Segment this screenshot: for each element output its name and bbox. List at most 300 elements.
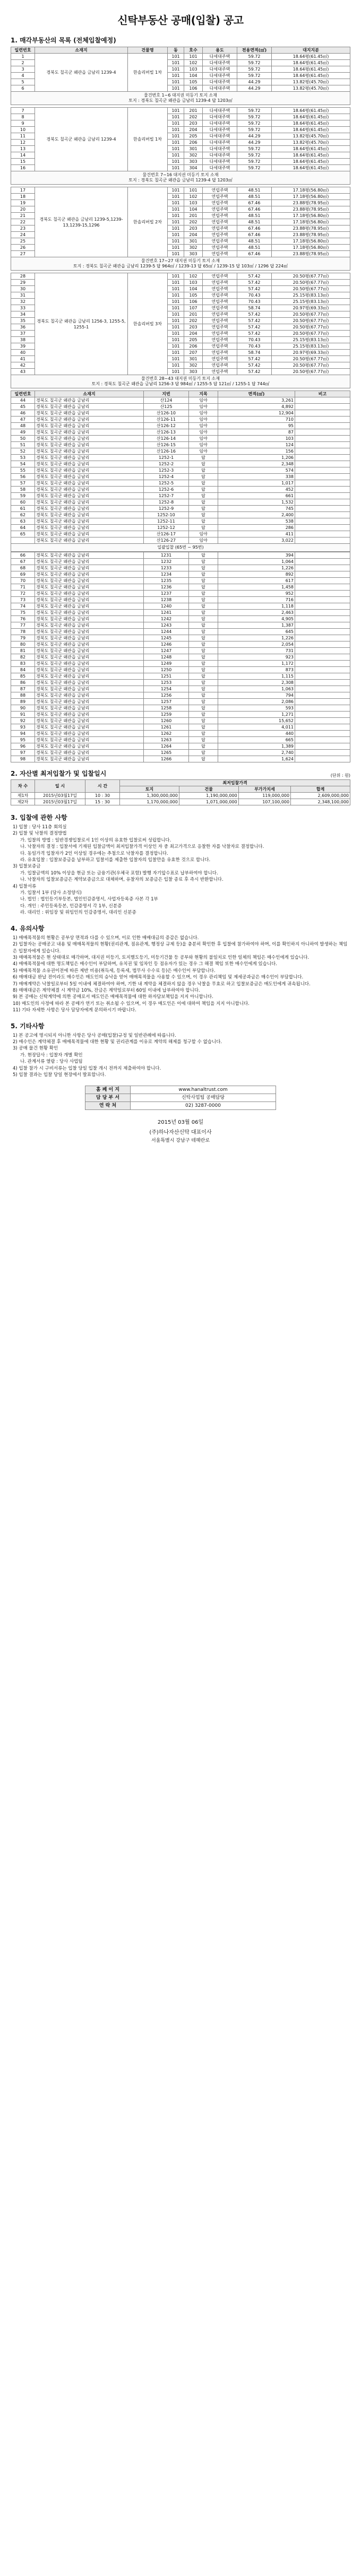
table-cell: 홈 페 이 지 xyxy=(85,1086,131,1094)
table-cell: 경북도 칠곡군 왜관읍 금남리 xyxy=(35,429,144,436)
table-cell: 25.15평(83.13㎡) xyxy=(272,299,350,305)
table-cell: 302 xyxy=(184,245,203,251)
table-cell: 경북도 칠곡군 왜관읍 금남리 xyxy=(35,578,144,584)
table-cell: 13 xyxy=(11,146,35,152)
table-cell: 경북도 칠곡군 왜관읍 금남리 xyxy=(35,559,144,565)
table-cell: 17.18평(56.80㎡) xyxy=(272,245,350,251)
table-cell: 1237 xyxy=(144,591,189,597)
table-cell: 86 xyxy=(11,680,35,686)
table-cell: 1,017 xyxy=(218,480,295,487)
table-cell: 70.43 xyxy=(237,337,272,343)
table-cell: 경북도 칠곡군 왜관읍 금남리 xyxy=(35,410,144,417)
table-row xyxy=(11,635,350,641)
table-row xyxy=(11,629,350,635)
table-cell: 1258 xyxy=(144,705,189,712)
table-cell xyxy=(295,436,350,442)
table-cell: 1,271 xyxy=(218,712,295,718)
table-cell: 59 xyxy=(11,493,35,499)
table-cell: 2,348 xyxy=(218,461,295,467)
col-subheader: 건물 xyxy=(179,786,238,793)
table-cell: 경북도 칠곡군 왜관읍 금남리 xyxy=(35,499,144,506)
table-cell: 301 xyxy=(184,356,203,362)
section5-heading: 5. 기타사항 xyxy=(11,1022,45,1030)
table-cell: 101 xyxy=(168,280,184,286)
table-cell: 답 xyxy=(189,641,218,648)
table-cell: 연립주택 xyxy=(203,200,237,206)
table-cell: 다세대주택 xyxy=(203,159,237,165)
table-row xyxy=(11,423,350,429)
col-header: 대지지분 xyxy=(272,47,350,54)
table-cell: 18.64평(61.45㎡) xyxy=(272,152,350,159)
table-cell: 794 xyxy=(218,692,295,699)
table-cell: 경북도 칠곡군 왜관읍 금남리 1239-4 xyxy=(35,108,128,171)
note-line: 물건번호 28~43 대지권 미등기 토지 소재 xyxy=(141,376,220,381)
table-cell: 101 xyxy=(168,225,184,232)
property-table-group3 xyxy=(11,187,350,257)
table-cell: 202 xyxy=(184,114,203,120)
paragraph-line: 3) 공매 물건 현황 확인 xyxy=(13,1046,58,1052)
table-cell: 106 xyxy=(184,85,203,92)
table-cell: 645 xyxy=(218,629,295,635)
table-cell: 35 xyxy=(11,318,35,324)
table-cell: 임야 xyxy=(189,417,218,423)
group2-note xyxy=(11,171,350,185)
col-header: 일련번호 xyxy=(11,391,35,397)
col-header: 시 간 xyxy=(85,780,120,793)
table-cell: 임야 xyxy=(189,436,218,442)
table-cell: 연립주택 xyxy=(203,280,237,286)
table-cell: 1261 xyxy=(144,724,189,731)
paragraph-line: 9) 본 공매는 신탁계약에 의한 공매로서 매도인은 매매목적물에 대한 하자담보책임을 지지 아니합니다. xyxy=(13,994,213,1000)
table-cell: 538 xyxy=(218,518,295,525)
table-cell: 57.42 xyxy=(237,331,272,337)
table-cell: 답 xyxy=(189,499,218,506)
table-cell xyxy=(11,537,35,544)
table-cell: 다세대주택 xyxy=(203,165,237,171)
table-cell: 산126-12 xyxy=(144,423,189,429)
table-cell: 665 xyxy=(218,737,295,743)
table-cell: 25.15평(83.13㎡) xyxy=(272,292,350,299)
group1-note xyxy=(11,92,350,105)
group4-body xyxy=(11,273,350,375)
table-cell: 71 xyxy=(11,584,35,591)
table-cell: 경북도 칠곡군 왜관읍 금남리 xyxy=(35,699,144,705)
table-cell: 84 xyxy=(11,667,35,673)
table-cell: 1253 xyxy=(144,680,189,686)
table-cell: 5 xyxy=(11,79,35,85)
table-cell xyxy=(295,750,350,756)
table-cell: 303 xyxy=(184,251,203,257)
table-cell: 101 xyxy=(168,213,184,219)
document-page xyxy=(11,0,350,1143)
company-name: (주)하나자산신탁 대표이사 xyxy=(149,1130,212,1136)
contact-row xyxy=(85,1094,276,1102)
table-cell: 연립주택 xyxy=(203,356,237,362)
table-cell: 18 xyxy=(11,194,35,200)
table-cell xyxy=(295,506,350,512)
section3-body xyxy=(11,824,350,916)
table-cell xyxy=(295,648,350,654)
table-cell: 다세대주택 xyxy=(203,120,237,127)
table-cell: 77 xyxy=(11,622,35,629)
table-cell xyxy=(295,686,350,692)
table-cell: 산126-11 xyxy=(144,417,189,423)
table-cell xyxy=(295,597,350,603)
table-cell: 다세대주택 xyxy=(203,108,237,114)
col-header: 비고 xyxy=(295,391,350,397)
table-cell xyxy=(295,731,350,737)
table-cell: 임야 xyxy=(189,531,218,537)
table-cell: 4,905 xyxy=(218,616,295,622)
table-cell xyxy=(295,518,350,525)
table-cell: 경북도 칠곡군 왜관읍 금남리 xyxy=(35,531,144,537)
table-cell: 1231 xyxy=(144,552,189,559)
table-cell: 101 xyxy=(168,120,184,127)
table-cell: 394 xyxy=(218,552,295,559)
table-cell: 경북도 칠곡군 왜관읍 금남리 xyxy=(35,743,144,750)
table-cell: 38 xyxy=(11,337,35,343)
table-cell: 1248 xyxy=(144,654,189,661)
table-cell: 경북도 칠곡군 왜관읍 금남리 xyxy=(35,654,144,661)
col-header: 최저입찰가격 xyxy=(120,780,350,786)
table-cell: 57.42 xyxy=(237,273,272,280)
table-cell: 90 xyxy=(11,705,35,712)
table-cell: 다세대주택 xyxy=(203,114,237,120)
table-cell: 다세대주택 xyxy=(203,146,237,152)
table-cell: 1,071,000,000 xyxy=(179,799,238,805)
table-cell: 연립주택 xyxy=(203,286,237,292)
table-cell: 44.29 xyxy=(237,140,272,146)
table-cell: 87 xyxy=(11,686,35,692)
table-cell: 다세대주택 xyxy=(203,140,237,146)
table-row xyxy=(11,552,350,559)
table-cell: 1252-10 xyxy=(144,512,189,518)
table-cell: 산126-16 xyxy=(144,448,189,455)
table-cell xyxy=(295,584,350,591)
table-cell: 48.51 xyxy=(237,213,272,219)
table-row xyxy=(11,187,350,194)
table-row xyxy=(11,654,350,661)
table-row xyxy=(11,506,350,512)
table-row xyxy=(11,692,350,699)
table-cell: 31 xyxy=(11,292,35,299)
table-cell: 연립주택 xyxy=(203,305,237,311)
table-cell: 23.88평(78.95㎡) xyxy=(272,225,350,232)
table-cell: 1252-9 xyxy=(144,506,189,512)
table-cell xyxy=(295,480,350,487)
table-cell: 신탁사업팀 공매담당 xyxy=(131,1094,276,1102)
note-line: 토지 : 경북도 칠곡군 왜관읍 금남리 1239-4 답 1203㎡ xyxy=(128,178,233,183)
table-cell: 답 xyxy=(189,737,218,743)
table-cell: 경북도 칠곡군 왜관읍 금남리 xyxy=(35,506,144,512)
table-cell: 산125 xyxy=(144,404,189,410)
table-cell: 18.64평(61.45㎡) xyxy=(272,108,350,114)
table-cell: 답 xyxy=(189,474,218,480)
table-cell: 101 xyxy=(168,305,184,311)
table-cell: 답 xyxy=(189,610,218,616)
table-cell: 101 xyxy=(168,127,184,133)
table-cell: 63 xyxy=(11,518,35,525)
table-cell: 연립주택 xyxy=(203,273,237,280)
table-cell: 302 xyxy=(184,152,203,159)
col-subheader: 부가가치세 xyxy=(238,786,290,793)
table-cell: 105 xyxy=(184,79,203,85)
table-cell: 60 xyxy=(11,499,35,506)
table-cell: 301 xyxy=(184,238,203,245)
table-cell: 16 xyxy=(11,165,35,171)
table-cell: 101 xyxy=(168,369,184,375)
table-cell: 101 xyxy=(168,245,184,251)
table-row xyxy=(11,461,350,467)
table-cell: 411 xyxy=(218,531,295,537)
table-cell: 경북도 칠곡군 왜관읍 금남리 xyxy=(35,448,144,455)
table-header-row xyxy=(11,391,350,397)
table-cell: 답 xyxy=(189,692,218,699)
table-cell: 101 xyxy=(184,54,203,60)
paragraph-line: 가. 입찰서 1부 (당사 소정양식) xyxy=(20,890,82,896)
paragraph-line: 4) 매매목적물에 대한 명도책임은 매수인이 부담하며, 유치권 및 임차인 등 점유자가 있는 경우 그 해결 책임 또한 매수인에게 있습니다. xyxy=(13,961,277,967)
table-cell: 204 xyxy=(184,127,203,133)
table-cell: 1260 xyxy=(144,718,189,724)
table-cell: 연립주택 xyxy=(203,232,237,238)
table-cell: 다세대주택 xyxy=(203,85,237,92)
table-row xyxy=(11,616,350,622)
table-cell: 96 xyxy=(11,743,35,750)
paragraph-line: 다. 동일가격 입찰자가 2인 이상일 경우에는 추첨으로 낙찰자를 결정합니다. xyxy=(20,851,168,856)
table-cell: 57.42 xyxy=(237,286,272,292)
table-cell: www.hanaltrust.com xyxy=(131,1086,276,1094)
table-cell: 연립주택 xyxy=(203,251,237,257)
table-cell: 1,115 xyxy=(218,673,295,680)
section1-heading: 1. 매각부동산의 목록 (전체입찰예정) xyxy=(11,37,116,44)
table-cell: 연립주택 xyxy=(203,225,237,232)
table-cell xyxy=(295,429,350,436)
table-cell: 58 xyxy=(11,487,35,493)
table-cell: 26 xyxy=(11,245,35,251)
note-line: 토지 : 경북도 칠곡군 왜관읍 금남리 1239-4 답 1203㎡ xyxy=(128,98,233,103)
table-cell: 13.82평(45.70㎡) xyxy=(272,140,350,146)
table-cell: 답 xyxy=(189,571,218,578)
table-cell: 경북도 칠곡군 왜관읍 금남리 xyxy=(35,537,144,544)
table-cell: 임야 xyxy=(189,397,218,404)
table-cell: 경북도 칠곡군 왜관읍 금남리 xyxy=(35,591,144,597)
table-cell: 1,063 xyxy=(218,686,295,692)
table-row xyxy=(11,699,350,705)
table-cell: 17.18평(56.80㎡) xyxy=(272,187,350,194)
contact-row xyxy=(85,1086,276,1094)
table-cell: 답 xyxy=(189,597,218,603)
table-row xyxy=(11,448,350,455)
paragraph-line: 2) 매수인은 계약체결 후 매매목적물에 대한 현황 및 권리관계를 이유로 계약의 해제를 청구할 수 없습니다. xyxy=(13,1039,222,1045)
section5-body xyxy=(11,1033,350,1079)
paragraph-line: 5) 입찰 결과는 입찰 당일 현장에서 발표합니다. xyxy=(13,1072,106,1078)
table-cell: 59.72 xyxy=(237,73,272,79)
table-cell: 답 xyxy=(189,712,218,718)
table-cell: 2015년03월17일 xyxy=(35,793,85,799)
table-cell: 75 xyxy=(11,610,35,616)
table-cell: 18.64평(61.45㎡) xyxy=(272,114,350,120)
table-cell: 답 xyxy=(189,461,218,467)
table-cell: 59.72 xyxy=(237,60,272,66)
table-cell: 303 xyxy=(184,159,203,165)
table-cell xyxy=(295,571,350,578)
table-cell: 37 xyxy=(11,331,35,337)
col-header: 호수 xyxy=(184,47,203,54)
table-cell: 32 xyxy=(11,299,35,305)
property-table-group1 xyxy=(11,47,350,92)
table-cell: 69 xyxy=(11,571,35,578)
table-cell: 3,022 xyxy=(218,537,295,544)
table-cell: 경북도 칠곡군 왜관읍 금남리 xyxy=(35,635,144,641)
table-cell: 98 xyxy=(11,756,35,762)
table-cell xyxy=(295,474,350,480)
table-cell: 101 xyxy=(168,73,184,79)
table-cell: 66 xyxy=(11,552,35,559)
table-cell: 18.64평(61.45㎡) xyxy=(272,146,350,152)
table-cell: 2015년03월17일 xyxy=(35,799,85,805)
table-cell: 1249 xyxy=(144,661,189,667)
table-row xyxy=(11,525,350,531)
table-cell: 79 xyxy=(11,635,35,641)
table-cell: 716 xyxy=(218,597,295,603)
table-cell: 2,400 xyxy=(218,512,295,518)
table-cell xyxy=(295,467,350,474)
land-table-2 xyxy=(11,552,350,762)
table-cell: 답 xyxy=(189,493,218,499)
table-cell: 한솔리버빌 2차 xyxy=(128,187,168,257)
table-cell: 산126-14 xyxy=(144,436,189,442)
table-cell: 경북도 칠곡군 왜관읍 금남리 xyxy=(35,597,144,603)
table-cell xyxy=(295,487,350,493)
table-row xyxy=(11,799,350,805)
note-line: 토지 : 경북도 칠곡군 왜관읍 금남리 1256-3 답 984㎡ / 1255-5 답 121㎡ / 1255-1 답 744㎡ xyxy=(91,381,270,386)
table-cell: 연립주택 xyxy=(203,292,237,299)
col-header: 동 xyxy=(168,47,184,54)
table-cell: 30 xyxy=(11,286,35,292)
table-cell: 1252-1 xyxy=(144,455,189,461)
table-cell: 104 xyxy=(184,73,203,79)
table-cell: 1259 xyxy=(144,712,189,718)
table-cell: 20.50평(67.77㎡) xyxy=(272,280,350,286)
table-cell xyxy=(295,692,350,699)
table-cell: 경북도 칠곡군 왜관읍 금남리 xyxy=(35,731,144,737)
table-cell: 204 xyxy=(184,232,203,238)
unit-label: (단위 : 원) xyxy=(330,773,350,778)
table-cell xyxy=(295,661,350,667)
table-cell: 101 xyxy=(168,311,184,318)
table-cell: 답 xyxy=(189,565,218,571)
table-row xyxy=(11,718,350,724)
table-cell: 85 xyxy=(11,673,35,680)
table-cell xyxy=(295,756,350,762)
table-cell: 29 xyxy=(11,280,35,286)
table-cell: 59.72 xyxy=(237,159,272,165)
table-cell: 23 xyxy=(11,225,35,232)
table-cell: 204 xyxy=(184,331,203,337)
table-cell: 101 xyxy=(168,194,184,200)
table-cell: 64 xyxy=(11,525,35,531)
table-row xyxy=(11,578,350,584)
table-cell: 21 xyxy=(11,213,35,219)
paragraph-line: 가. 입찰금액의 10% 이상을 현금 또는 금융기관(우체국 포함) 발행 자기앞수표로 납부하여야 합니다. xyxy=(20,870,218,876)
paragraph-line: 8) 매매대금은 계약체결 시 계약금 10%, 잔금은 계약일로부터 60일 이내에 납부하여야 합니다. xyxy=(13,987,200,993)
table-cell: 54 xyxy=(11,461,35,467)
col-header: 소재지 xyxy=(35,47,128,54)
table-cell: 한솔리버빌 3차 xyxy=(128,273,168,375)
table-cell: 답 xyxy=(189,622,218,629)
paragraph-line: 라. 대리인 : 위임장 및 위임인의 인감증명서, 대리인 신분증 xyxy=(20,910,136,916)
table-cell: 923 xyxy=(218,654,295,661)
table-cell: 48 xyxy=(11,423,35,429)
table-cell: 17.18평(56.80㎡) xyxy=(272,219,350,225)
table-row xyxy=(11,436,350,442)
table-cell: 301 xyxy=(184,146,203,152)
table-cell: 23.88평(78.95㎡) xyxy=(272,200,350,206)
table-cell: 59.72 xyxy=(237,165,272,171)
table-cell: 경북도 칠곡군 왜관읍 금남리 xyxy=(35,737,144,743)
table-cell: 1246 xyxy=(144,641,189,648)
table-row xyxy=(11,565,350,571)
table-cell: 65 xyxy=(11,531,35,537)
table-cell xyxy=(295,493,350,499)
table-cell: 다세대주택 xyxy=(203,133,237,140)
table-cell xyxy=(295,629,350,635)
table-cell: 연립주택 xyxy=(203,362,237,369)
table-cell: 710 xyxy=(218,417,295,423)
table-cell: 91 xyxy=(11,712,35,718)
table-cell xyxy=(295,531,350,537)
table-cell: 1263 xyxy=(144,737,189,743)
table-cell: 1,226 xyxy=(218,635,295,641)
table-cell: 102 xyxy=(184,60,203,66)
table-cell: 1,118 xyxy=(218,603,295,610)
table-cell xyxy=(295,423,350,429)
table-cell: 67.46 xyxy=(237,225,272,232)
table-row xyxy=(11,404,350,410)
table-cell: 임야 xyxy=(189,537,218,544)
table-cell: 경북도 칠곡군 왜관읍 금남리 1256-3, 1255-5, 1255-1 xyxy=(35,273,128,375)
table-cell: 경북도 칠곡군 왜관읍 금남리 xyxy=(35,512,144,518)
table-cell: 경북도 칠곡군 왜관읍 금남리 xyxy=(35,610,144,616)
note-line: 물건번호 7~16 대지권 미등기 토지 소재 xyxy=(142,172,219,177)
table-cell: 1252-3 xyxy=(144,467,189,474)
table-row xyxy=(11,648,350,654)
table-cell: 101 xyxy=(168,232,184,238)
col-header: 지목 xyxy=(189,391,218,397)
table-cell: 1,226 xyxy=(218,565,295,571)
table-cell: 답 xyxy=(189,480,218,487)
table-cell: 답 xyxy=(189,525,218,531)
table-row xyxy=(11,756,350,762)
table-cell: 617 xyxy=(218,578,295,584)
table-cell: 연립주택 xyxy=(203,311,237,318)
table-cell: 20.50평(67.77㎡) xyxy=(272,356,350,362)
table-cell: 경북도 칠곡군 왜관읍 금남리 xyxy=(35,667,144,673)
table-cell: 22 xyxy=(11,219,35,225)
table-cell: 338 xyxy=(218,474,295,480)
price-body xyxy=(11,793,350,805)
table-cell: 4 xyxy=(11,73,35,79)
table-cell: 연립주택 xyxy=(203,187,237,194)
table-cell: 경북도 칠곡군 왜관읍 금남리 xyxy=(35,750,144,756)
table-cell xyxy=(295,705,350,712)
table-row xyxy=(11,686,350,692)
table-cell: 경북도 칠곡군 왜관읍 금남리 xyxy=(35,565,144,571)
paragraph-line: 나. 낙찰자의 입찰보증금은 계약보증금으로 대체하며, 유찰자의 보증금은 입찰 종료 후 즉시 반환합니다. xyxy=(20,877,224,883)
table-cell: 49 xyxy=(11,429,35,436)
table-cell: 1,532 xyxy=(218,499,295,506)
table-cell: 70.43 xyxy=(237,299,272,305)
